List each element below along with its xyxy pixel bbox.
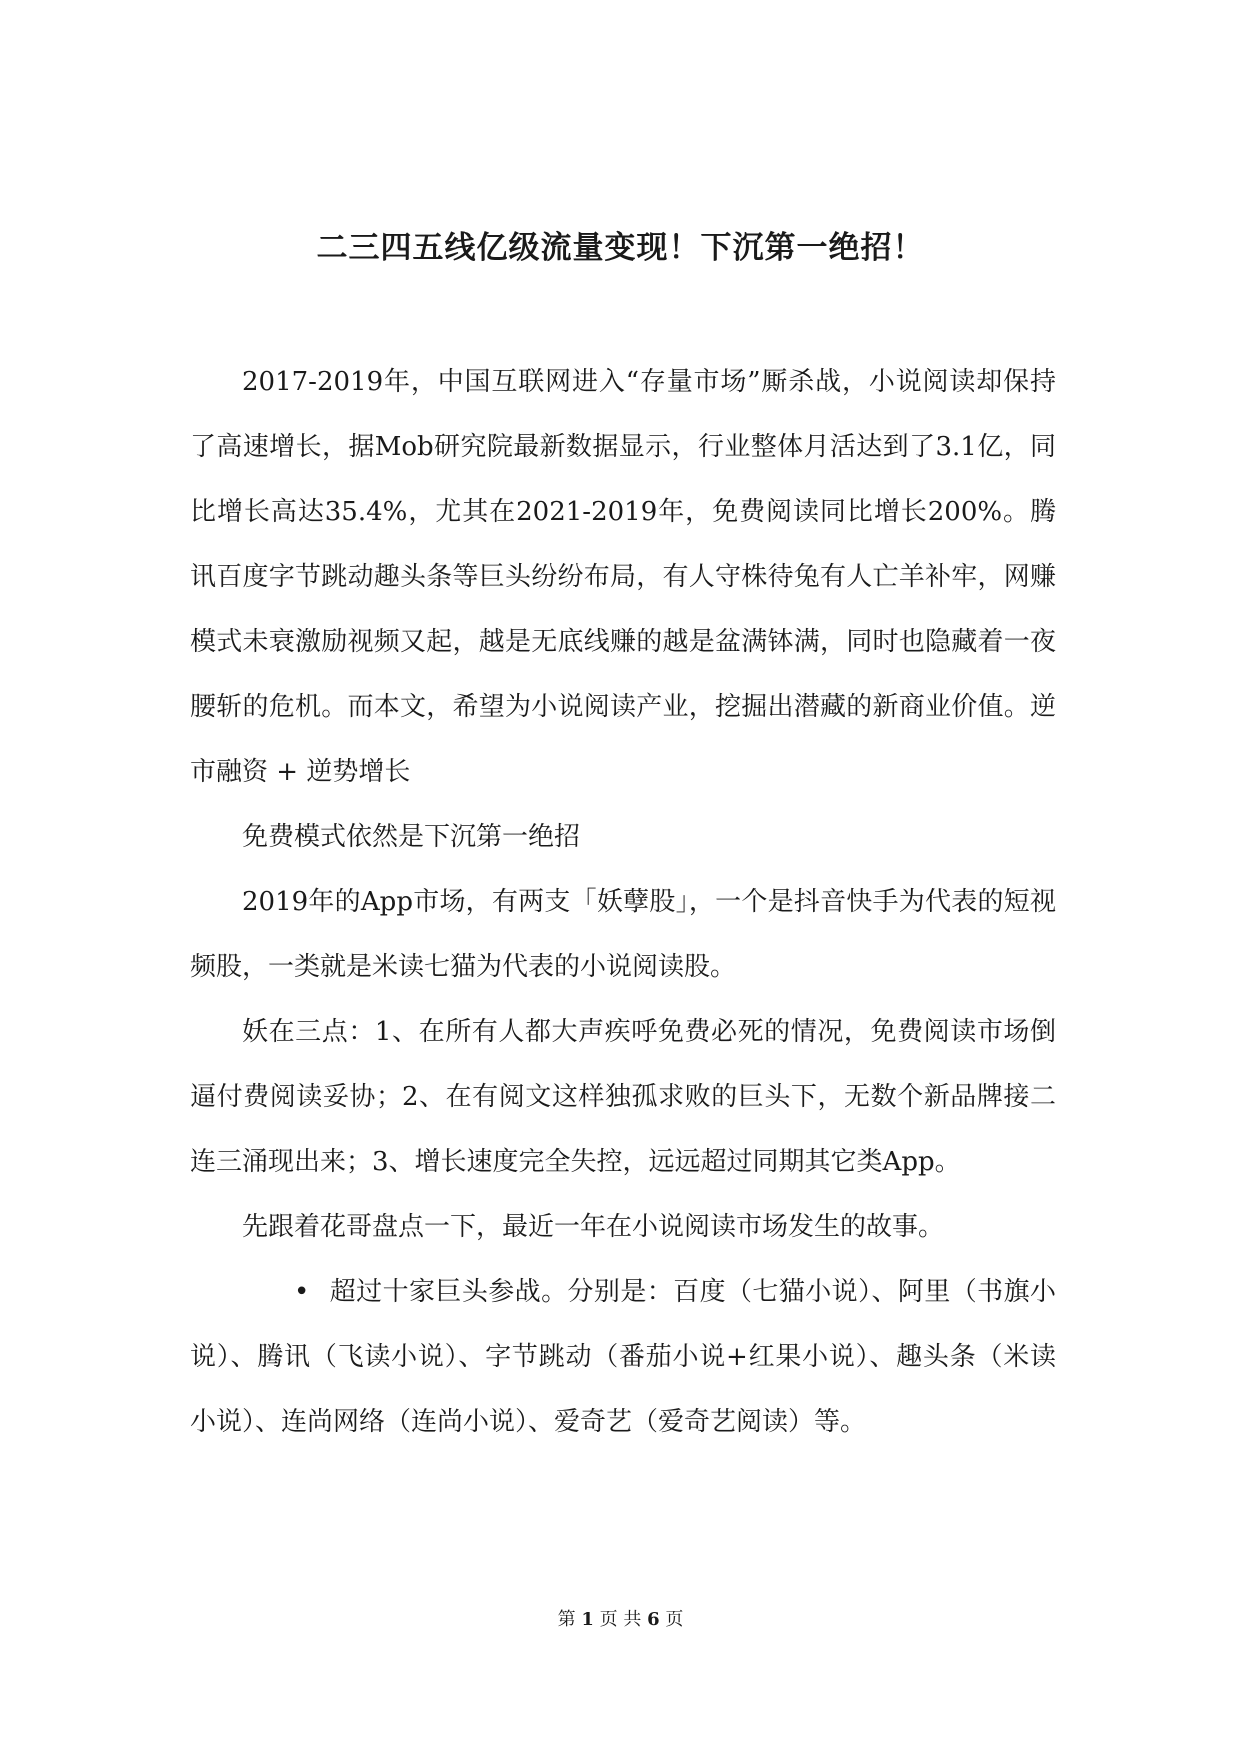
- paragraph-app-market: 2019年的App市场，有两支「妖孽股」，一个是抖音快手为代表的短视频股，一类就是米读七猫为代表的小说阅读股。: [190, 887, 1056, 982]
- footer-total-pages: 6: [647, 1609, 660, 1630]
- bullet-list-item: [190, 1260, 1056, 1455]
- footer-page-number: 1: [581, 1609, 594, 1630]
- paragraph-review-intro: 先跟着花哥盘点一下，最近一年在小说阅读市场发生的故事。: [242, 1212, 945, 1242]
- paragraph-subheading: 免费模式依然是下沉第一绝招: [242, 822, 581, 852]
- footer-suffix: 页: [665, 1609, 684, 1630]
- paragraph-intro: 2017-2019年，中国互联网进入“存量市场”厮杀战，小说阅读却保持了高速增长，据Mob研究院最新数据显示，行业整体月活达到了3.1亿，同比增长高达35.4%，尤其在2021-2019年，免费阅读同比增长200%。腾讯百度字节跳动趣头条等巨头纷纷布局，有人守株待兔有人亡羊补牢，网赚模式未衰激励视频又起，越是无底线赚的越是盆满钵满，同时也隐藏着一夜腰斩的危机。而本文，希望为小说阅读产业，挖掘出潜藏的新商业价值。逆市融资 + 逆势增长: [190, 367, 1056, 787]
- bullet-text: 超过十家巨头参战。分别是：百度（七猫小说）、阿里（书旗小说）、腾讯（飞读小说）、字节跳动（番茄小说+红果小说）、趣头条（米读小说）、连尚网络（连尚小说）、爱奇艺（爱奇艺阅读）等。: [190, 1277, 1056, 1437]
- document-title: 二三四五线亿级流量变现！下沉第一绝招！: [316, 230, 925, 266]
- paragraph-three-points: 妖在三点：1、在所有人都大声疾呼免费必死的情况，免费阅读市场倒逼付费阅读妥协；2、在有阅文这样独孤求败的巨头下，无数个新品牌接二连三涌现出来；3、增长速度完全失控，远远超过同期其它类App。: [190, 1017, 1056, 1177]
- document-body: [190, 350, 1056, 1455]
- page-footer: [0, 1605, 1241, 1631]
- footer-middle: 页 共: [599, 1609, 642, 1630]
- footer-prefix: 第: [557, 1609, 576, 1630]
- bullet-icon: •: [294, 1277, 310, 1307]
